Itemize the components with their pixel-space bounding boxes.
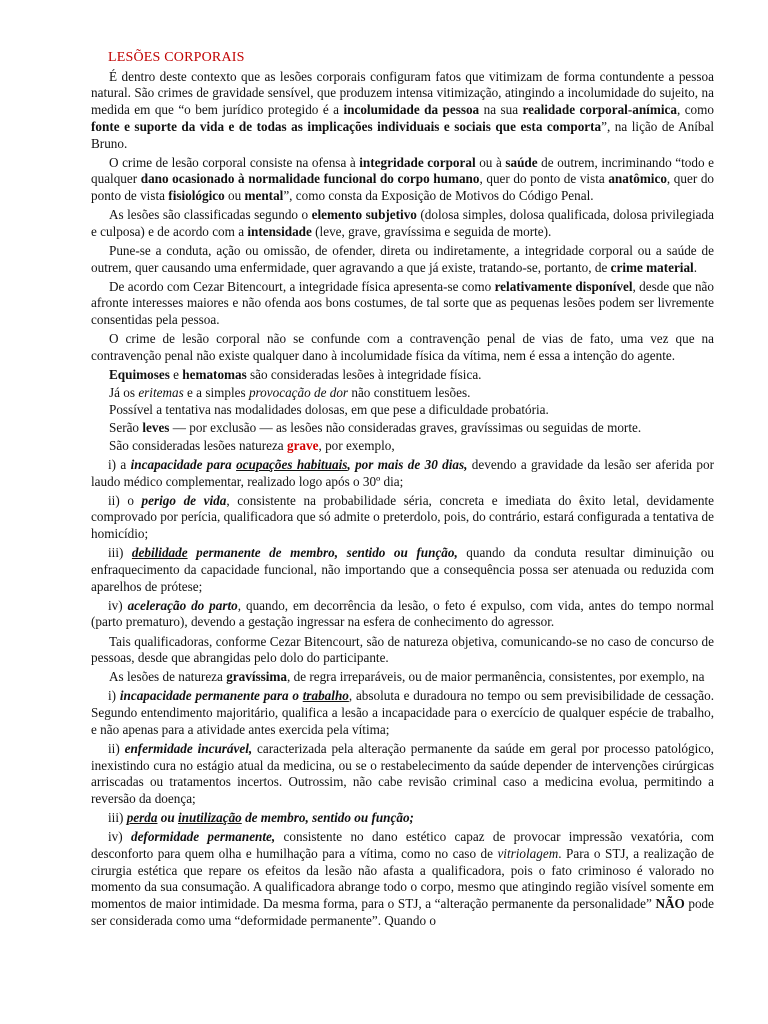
paragraph-erythema [91, 385, 714, 402]
bold-run: fisiológico [168, 188, 225, 204]
bold-italic-run: perigo de vida [141, 492, 227, 508]
bold-run: mental [244, 188, 284, 204]
text-run: quando da conduta resultar diminuição ou enfraquecimento da capacidade funcional, não importando que a consequência possa ser atenuada ou reduzida com aparelhos de prótese; [91, 545, 714, 594]
bold-run: hematomas [182, 367, 247, 382]
bold-italic-run: deformidade permanente, [130, 829, 276, 845]
text-run: , quer do ponto de vista [91, 171, 715, 204]
bold-run: incolumidade da pessoa [343, 102, 480, 118]
gravissima-item-1 [91, 688, 714, 738]
paragraph-classification [91, 207, 714, 240]
text-run: (dolosa simples, dolosa qualificada, dolosa privilegiada e culposa) e de acordo com a [91, 207, 714, 239]
text-run: , como [676, 102, 714, 118]
bold-run: relativamente disponível [494, 278, 633, 294]
text-run: não constituem lesões. [348, 384, 471, 400]
bold-run: Equimoses [109, 367, 170, 382]
paragraph-conduct [91, 243, 714, 276]
text-run: São consideradas lesões natureza [109, 437, 287, 453]
bold-run: gravíssima [226, 669, 287, 685]
text-run: ii) o [108, 492, 142, 508]
bold-run: realidade corporal-anímica [522, 102, 677, 118]
text-run: e a simples [183, 384, 249, 400]
highlight-run: grave [286, 437, 319, 453]
bold-italic-run: ou [157, 810, 178, 826]
underlined-run: ocupações habituais [236, 456, 348, 472]
bold-run: intensidade [247, 223, 312, 239]
text-run: ”, como consta da Exposição de Motivos do Código Penal. [283, 188, 594, 204]
text-run: de outrem, incriminando “todo e qualquer [91, 154, 714, 187]
gravissima-item-2 [91, 741, 714, 808]
bold-italic-run: aceleração do parto [127, 597, 238, 613]
text-run: ou à [475, 154, 506, 170]
text-run: De acordo com Cezar Bitencourt, a integridade física apresenta-se como [109, 278, 495, 294]
grave-item-4 [91, 598, 714, 631]
text-run: Serão [109, 420, 143, 436]
text-run: devendo a gravidade da lesão ser aferida por laudo médico complementar, realizado logo após o 30º dia; [91, 456, 714, 489]
paragraph-intro [91, 69, 714, 153]
bold-italic-run: incapacidade permanente para o [119, 688, 303, 704]
text-run: , quando, em decorrência da lesão, o feto é expulso, com vida, antes do tempo normal (parto prematuro), devendo a gestação ingressar na esfera de conhecimento do agressor. [91, 597, 714, 630]
text-run: são consideradas lesões à integridade física. [246, 367, 482, 382]
bold-run: saúde [505, 154, 538, 170]
bold-run: fonte e suporte da vida e de todas as implicações individuais e sociais que esta comporta [91, 118, 602, 134]
paragraph-definition [91, 155, 714, 205]
italic-run: eritemas [138, 384, 184, 400]
bold-italic-run: , por mais de 30 dias, [347, 456, 468, 472]
bold-run: crime material [610, 259, 694, 275]
text-run: , de regra irreparáveis, ou de maior permanência, consistentes, por exemplo, na [287, 669, 705, 685]
text-run: Já os [109, 384, 139, 400]
text-run: (leve, grave, gravíssima e seguida de morte). [311, 223, 552, 239]
underlined-run: inutilização [178, 810, 242, 826]
text-run: As lesões de natureza [109, 669, 227, 685]
text-run: i) a [108, 456, 131, 472]
gravissima-item-4 [91, 829, 714, 929]
document-title: LESÕES CORPORAIS [108, 50, 245, 65]
bold-italic-run: de membro, sentido ou função; [241, 810, 414, 826]
paragraph-gravissima-intro [91, 669, 714, 686]
text-run: iv) [108, 597, 128, 613]
underlined-run: debilidade [131, 545, 188, 561]
text-run: . [693, 259, 698, 275]
text-run: . Para o STJ, a realização de cirurgia estética que repare os efeitos da lesão não afasta a qualificadora, pois o fato criminoso é valorado no momento da sua consumação. A qualificadora abrange todo o corpo, mesmo que atingindo região visível somente em momentos de maior intimidade. Da mesma forma, para o STJ, a “alteração permanente da personalidade” [91, 845, 714, 911]
text-run: , desde que não afronte interesses maiores e não ofenda aos bons costumes, de tal sorte que as pequenas lesões podem ser livremente consentidas pela pessoa. [91, 278, 714, 328]
italic-run: provocação de dor [248, 384, 349, 400]
bold-run: dano ocasionado à normalidade funcional do corpo humano [140, 171, 480, 187]
text-run: consistente no dano estético capaz de provocar impressão vexatória, com desconforto para quem olha e humilhação para a vítima, como no caso de [91, 829, 714, 861]
text-run: , absoluta e duradoura no tempo ou sem previsibilidade de cessação. Segundo entendimento majoritário, qualifica a lesão a incapacidade para o exercício de qualquer espécie de trabalho, e não apenas para a atividade antes exercida pela vítima; [91, 688, 714, 737]
grave-item-1 [91, 457, 714, 490]
paragraph-grave-intro [91, 438, 714, 455]
text-run: , consistente na probabilidade séria, concreta e imediata do êxito letal, devidamente comprovado por perícia, qualificadora que só admite o preterdolo, pois, do contrário, estará configurada a tentativa de homicídio; [91, 492, 714, 542]
text-run: i) [108, 688, 120, 704]
grave-item-2 [91, 493, 714, 543]
text-run: ii) [108, 740, 125, 756]
text-run: — por exclusão — as lesões não consideradas graves, gravíssimas ou seguidas de morte. [169, 420, 642, 436]
text-run: É dentro deste contexto que as lesões corporais configuram fatos que vitimizam de forma contundente a pessoa natural. São crimes de gravidade sensível, que produzem intensa vitimização, atingindo a incolumidade do sujeito, na medida em que “o bem jurídico protegido é a [91, 68, 714, 118]
paragraph-objective-nature: Tais qualificadoras, conforme Cezar Bitencourt, são de natureza objetiva, comunicando-se no caso de concurso de pessoas, desde que abrangidas pelo dolo do participante. [91, 633, 714, 666]
bold-italic-run: incapacidade para [130, 456, 237, 472]
paragraph-contravention: O crime de lesão corporal não se confunde com a contravenção penal de vias de fato, uma vez que na contravenção penal não existe qualquer dano à incolumidade física da vítima, nem é essa a intenção do agente. [91, 331, 714, 363]
grave-item-3 [91, 545, 714, 595]
bold-run: elemento subjetivo [311, 207, 417, 223]
text-run: na sua [479, 102, 523, 118]
text-run: pode ser considerada como uma “deformidade permanente”. Quando o [91, 896, 714, 928]
bold-run: integridade corporal [359, 154, 476, 170]
paragraph-attempt: Possível a tentativa nas modalidades dolosas, em que pese a dificuldade probatória. [109, 402, 549, 418]
bold-run: NÃO [655, 896, 685, 911]
underlined-run: trabalho [302, 688, 349, 704]
text-run: iv) [108, 829, 131, 845]
gravissima-item-3 [91, 810, 714, 827]
bold-italic-run: permanente de membro, sentido ou função, [187, 545, 458, 561]
text-run: Pune-se a conduta, ação ou omissão, de ofender, direta ou indiretamente, a integridade corporal ou a saúde de outrem, quer causando uma enfermidade, quer agravando a que já existe, tratando-se, portanto, de [91, 242, 714, 275]
text-run: caracterizada pela alteração permanente da saúde em geral por processo patológico, inexistindo cura no estágio atual da medicina, ou se o restabelecimento da saúde depender de intervenções cirúrgicas arriscadas ou tratamentos incertos. Outrossim, não cabe revisão criminal caso a medicina evolua, permitindo a reversão da doença; [91, 740, 714, 806]
text-run: , quer do ponto de vista [479, 171, 609, 187]
text-run: , por exemplo, [318, 437, 395, 453]
text-run: iii) [108, 810, 127, 826]
italic-run: vitriolagem [497, 845, 559, 861]
text-run: As lesões são classificadas segundo o [109, 207, 312, 223]
text-run: iii) [108, 545, 132, 561]
text-run: ou [224, 188, 245, 204]
paragraph-bruises [91, 367, 714, 384]
bold-run: leves [142, 420, 170, 436]
text-run: O crime de lesão corporal consiste na ofensa à [109, 154, 360, 170]
bold-run: anatômico [608, 171, 667, 187]
bold-italic-run: enfermidade incurável, [124, 740, 253, 756]
paragraph-light-injuries [91, 420, 714, 437]
text-run: e [169, 367, 183, 382]
underlined-run: perda [126, 810, 158, 826]
paragraph-bitencourt [91, 279, 714, 329]
text-run: ”, na lição de Aníbal Bruno. [91, 118, 715, 151]
